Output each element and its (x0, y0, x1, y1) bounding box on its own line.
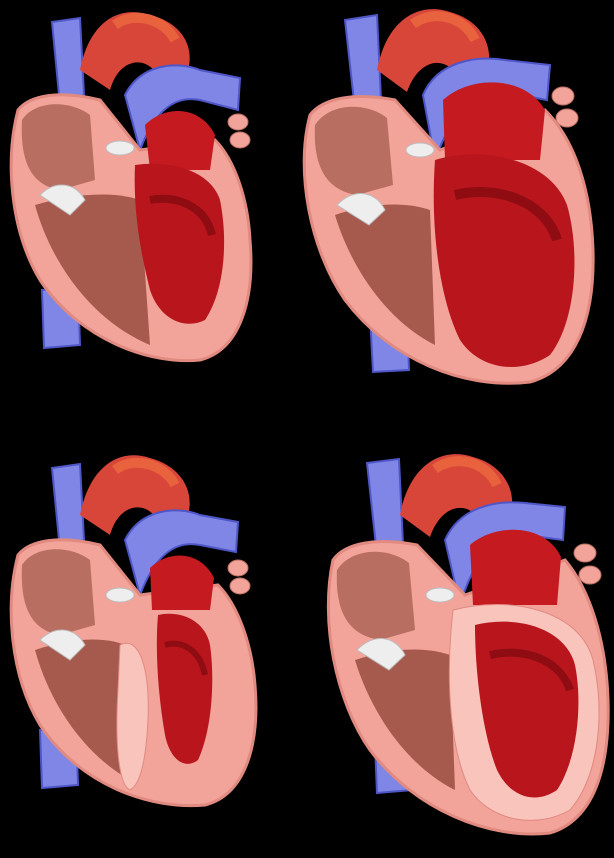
pulmonary-vein-2 (579, 566, 601, 584)
heart-illustration-normal (0, 0, 270, 375)
aortic-valve (106, 588, 134, 602)
heart-panel-enlarged-thick (325, 445, 614, 845)
aortic-valve (406, 143, 434, 157)
pulmonary-vein-1 (552, 87, 574, 105)
left-atrium (145, 111, 215, 170)
heart-illustration-enlarged-thick (325, 445, 614, 845)
left-atrium (470, 530, 561, 605)
left-atrium (443, 82, 545, 160)
superior-vena-cava (52, 18, 84, 105)
pulmonary-vein-2 (556, 109, 578, 127)
heart-panel-dilated (295, 0, 614, 395)
heart-illustration-dilated (295, 0, 614, 395)
left-atrium (150, 556, 214, 610)
heart-illustration-hypertrophic (0, 440, 270, 820)
aortic-valve (426, 588, 454, 602)
pulmonary-vein-1 (574, 544, 596, 562)
superior-vena-cava (52, 464, 84, 550)
pulmonary-vein-1 (228, 560, 248, 576)
heart-panel-hypertrophic (0, 440, 270, 820)
heart-panel-normal (0, 0, 270, 375)
pulmonary-vein-1 (228, 114, 248, 130)
pulmonary-vein-2 (230, 132, 250, 148)
aortic-valve (106, 141, 134, 155)
pulmonary-vein-2 (230, 578, 250, 594)
